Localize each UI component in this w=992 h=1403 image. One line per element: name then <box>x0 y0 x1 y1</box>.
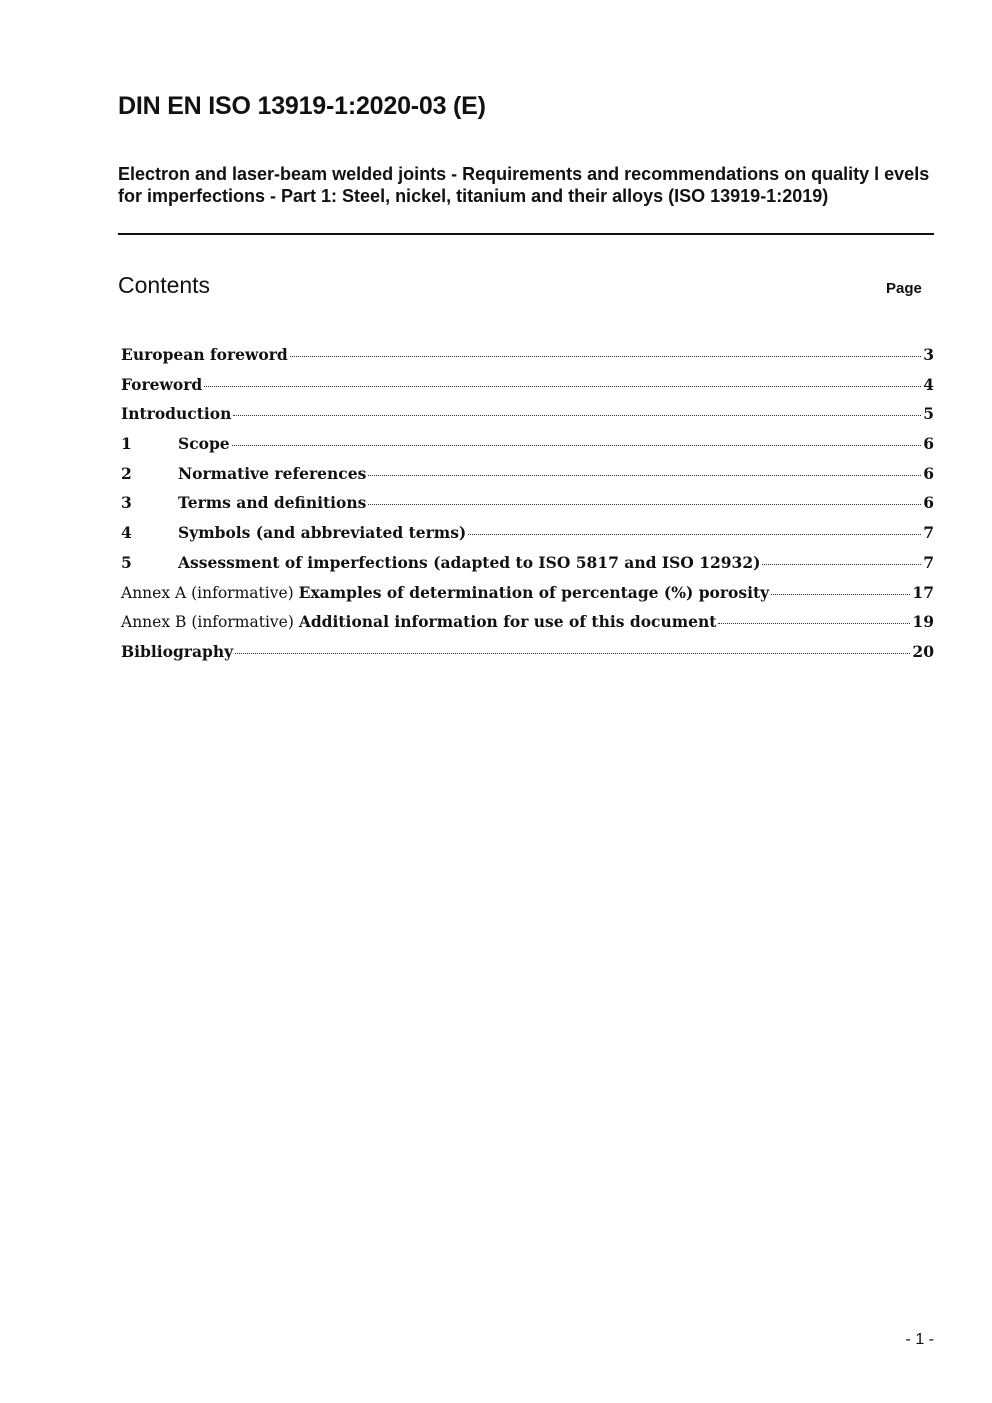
toc-entry-number: 1 <box>121 434 132 454</box>
table-of-contents <box>121 345 934 672</box>
toc-entry-page[interactable]: 17 <box>912 582 934 602</box>
document-id: DIN EN ISO 13919-1:2020-03 (E) <box>118 92 486 120</box>
toc-entry-label[interactable] <box>121 612 716 631</box>
toc-dot-leader <box>368 475 921 476</box>
toc-entry-page[interactable]: 4 <box>923 374 934 394</box>
toc-entry-page[interactable]: 6 <box>923 463 934 483</box>
toc-entry-assessment-of-imperfections[interactable] <box>121 553 934 583</box>
toc-entry-label[interactable]: Normative references <box>178 463 367 483</box>
toc-entry-page[interactable]: 6 <box>923 493 934 513</box>
toc-dot-leader <box>762 564 921 565</box>
contents-heading: Contents <box>118 272 211 298</box>
title-divider <box>118 233 934 235</box>
toc-entry-symbols[interactable] <box>121 523 934 553</box>
toc-entry-annex-a[interactable] <box>121 583 934 613</box>
toc-entry-page[interactable]: 3 <box>923 345 934 364</box>
toc-dot-leader <box>468 534 921 535</box>
toc-entry-label[interactable] <box>121 583 769 602</box>
toc-entry-page[interactable]: 7 <box>923 523 934 543</box>
toc-entry-number: 4 <box>121 523 132 543</box>
toc-entry-page[interactable]: 7 <box>923 552 934 572</box>
toc-dot-leader <box>235 653 910 654</box>
toc-entry-page[interactable]: 20 <box>912 641 934 661</box>
toc-entry-number: 5 <box>121 552 132 572</box>
toc-entry-terms-and-definitions[interactable] <box>121 493 934 523</box>
toc-entry-scope[interactable] <box>121 434 934 464</box>
toc-entry-label[interactable]: Scope <box>178 434 230 454</box>
toc-entry-bibliography[interactable] <box>121 642 934 672</box>
toc-entry-label[interactable]: Symbols (and abbreviated terms) <box>178 523 467 543</box>
toc-annex-prefix: Annex A (informative) <box>121 583 299 602</box>
toc-entry-label[interactable]: Terms and definitions <box>178 493 367 513</box>
document-title: Electron and laser-beam welded joints - Requirements and recommendations on quality l evels for imperfections - Part 1: Steel, nickel, titanium and their alloys (ISO 13919-1:2019) <box>118 164 930 206</box>
toc-entry-page[interactable]: 5 <box>923 404 934 424</box>
toc-dot-leader <box>718 623 910 624</box>
toc-dot-leader <box>232 445 922 446</box>
toc-entry-introduction[interactable] <box>121 404 934 434</box>
page-number: - 1 - <box>905 1331 934 1348</box>
toc-entry-foreword[interactable] <box>121 375 934 405</box>
toc-entry-page[interactable]: 19 <box>912 612 934 632</box>
toc-entry-european-foreword[interactable] <box>121 345 934 375</box>
page-column-label: Page <box>886 280 922 297</box>
toc-entry-number: 3 <box>121 493 132 513</box>
toc-entry-page[interactable]: 6 <box>923 434 934 454</box>
toc-dot-leader <box>204 386 921 387</box>
toc-dot-leader <box>233 415 921 416</box>
toc-entry-normative-references[interactable] <box>121 464 934 494</box>
toc-dot-leader <box>771 594 910 595</box>
toc-entry-label[interactable]: European foreword <box>121 345 288 364</box>
toc-annex-prefix: Annex B (informative) <box>121 613 299 632</box>
toc-dot-leader <box>368 504 921 505</box>
toc-entry-label[interactable]: Foreword <box>121 374 203 394</box>
toc-dot-leader <box>290 356 921 357</box>
toc-entry-label[interactable]: Introduction <box>121 404 232 424</box>
toc-entry-label[interactable]: Assessment of imperfections (adapted to ISO 5817 and ISO 12932) <box>178 552 761 572</box>
toc-annex-title: Examples of determination of percentage (%) porosity <box>298 582 770 602</box>
toc-annex-title: Additional information for use of this document <box>298 612 717 632</box>
toc-entry-annex-b[interactable] <box>121 612 934 642</box>
toc-entry-label[interactable]: Bibliography <box>121 641 234 661</box>
toc-entry-number: 2 <box>121 463 132 483</box>
